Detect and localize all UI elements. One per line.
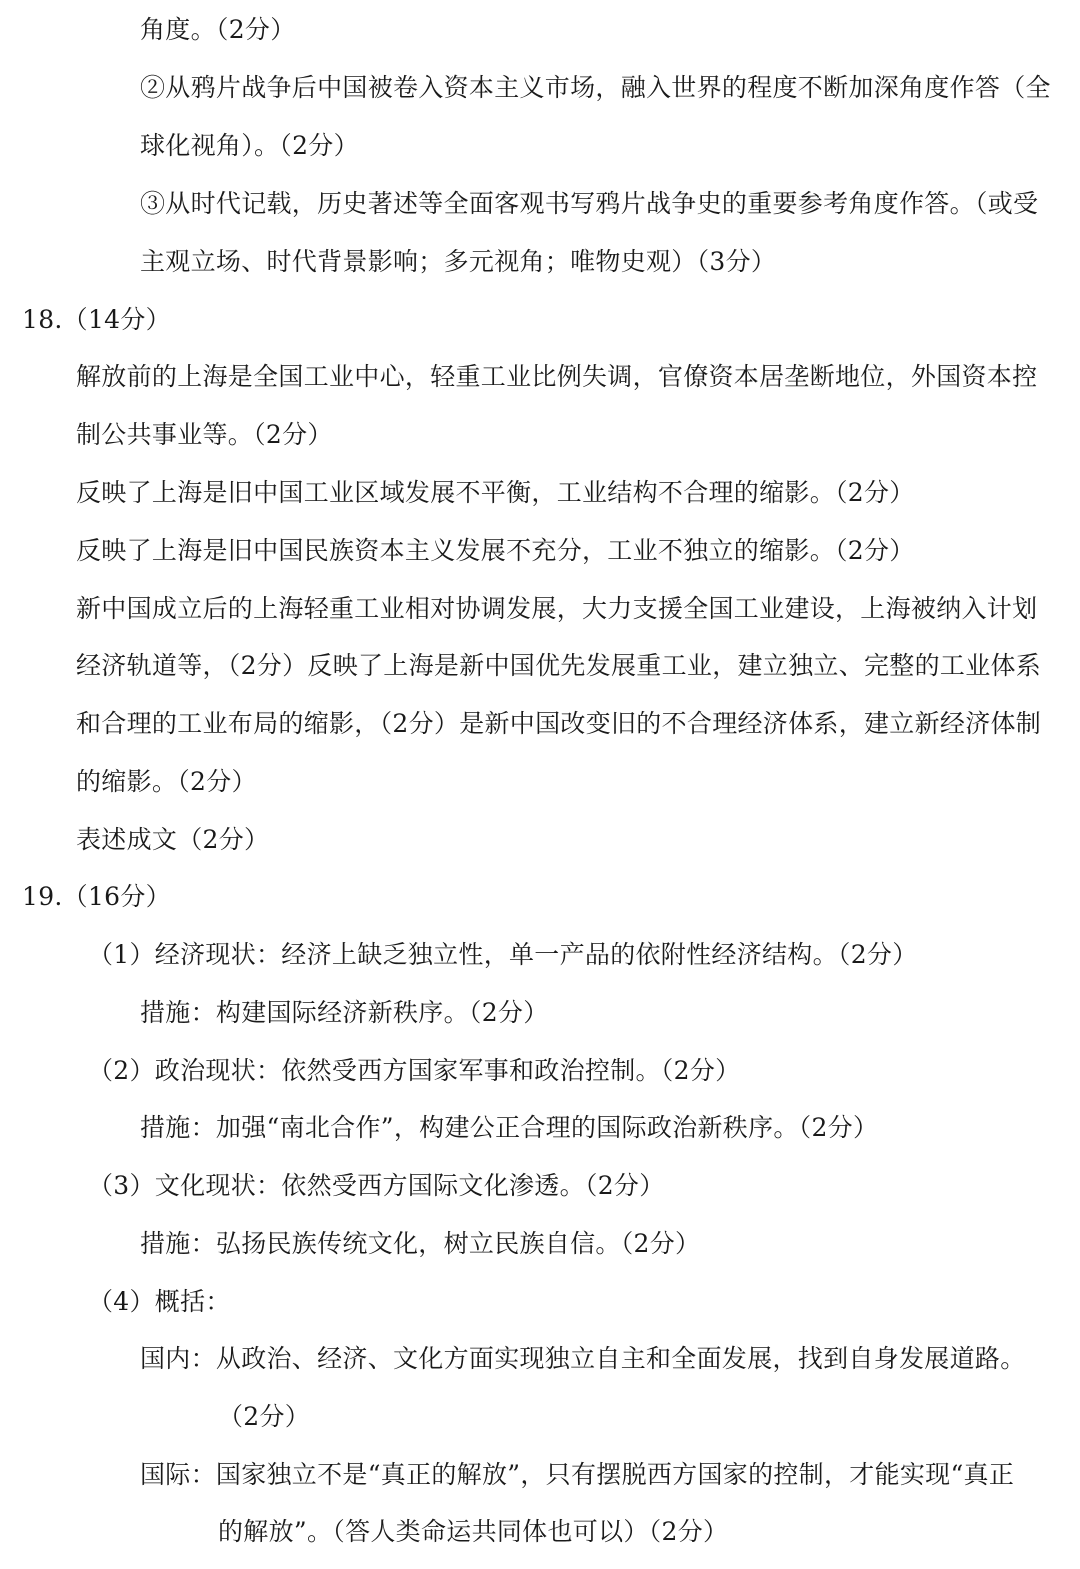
q19-part-3-measure: 措施：弘扬民族传统文化，树立民族自信。（2分）	[140, 1229, 701, 1258]
q18-line: 制公共事业等。（2分）	[76, 420, 333, 449]
q19-part-3-status: （3）文化现状：依然受西方国际文化渗透。（2分）	[88, 1171, 665, 1200]
q17-line: 角度。（2分）	[140, 15, 296, 44]
q19-part-4-domestic: 国内：从政治、经济、文化方面实现独立自主和全面发展，找到自身发展道路。	[140, 1344, 1026, 1373]
q17-line: ③从时代记载，历史著述等全面客观书写鸦片战争史的重要参考角度作答。（或受	[140, 189, 1039, 218]
q18-line: 反映了上海是旧中国工业区域发展不平衡，工业结构不合理的缩影。（2分）	[76, 478, 915, 507]
q19-part-2-measure: 措施：加强“南北合作”，构建公正合理的国际政治新秩序。（2分）	[140, 1113, 879, 1142]
q19-part-1-status: （1）经济现状：经济上缺乏独立性，单一产品的依附性经济结构。（2分）	[88, 940, 918, 969]
q19-part-4-international-cont: 的解放”。（答人类命运共同体也可以）（2分）	[218, 1517, 729, 1546]
q18-line: 反映了上海是旧中国民族资本主义发展不充分，工业不独立的缩影。（2分）	[76, 536, 915, 565]
q19-part-1-measure: 措施：构建国际经济新秩序。（2分）	[140, 998, 549, 1027]
q19-part-4-label: （4）概括：	[88, 1287, 231, 1316]
q17-line: ②从鸦片战争后中国被卷入资本主义市场，融入世界的程度不断加深角度作答（全	[140, 73, 1051, 102]
q18-line: 新中国成立后的上海轻重工业相对协调发展，大力支援全国工业建设，上海被纳入计划	[76, 594, 1038, 623]
q17-line: 球化视角）。（2分）	[140, 131, 359, 160]
q18-line: 的缩影。（2分）	[76, 767, 257, 796]
q18-line: 解放前的上海是全国工业中心，轻重工业比例失调，官僚资本居垄断地位，外国资本控	[76, 362, 1038, 391]
q19-part-4-domestic-score: （2分）	[218, 1402, 311, 1431]
q18-line: 和合理的工业布局的缩影，（2分）是新中国改变旧的不合理经济体系，建立新经济体制	[76, 709, 1042, 738]
q19-part-2-status: （2）政治现状：依然受西方国家军事和政治控制。（2分）	[88, 1056, 741, 1085]
q18-line: 经济轨道等，（2分）反映了上海是新中国优先发展重工业，建立独立、完整的工业体系	[76, 651, 1042, 680]
q19-heading: 19.（16分）	[22, 882, 171, 911]
q19-part-4-international: 国际：国家独立不是“真正的解放”，只有摆脱西方国家的控制，才能实现“真正	[140, 1460, 1015, 1489]
q18-heading: 18.（14分）	[22, 305, 171, 334]
q17-line: 主观立场、时代背景影响；多元视角；唯物史观）（3分）	[140, 247, 777, 276]
q18-line: 表述成文（2分）	[76, 825, 270, 854]
